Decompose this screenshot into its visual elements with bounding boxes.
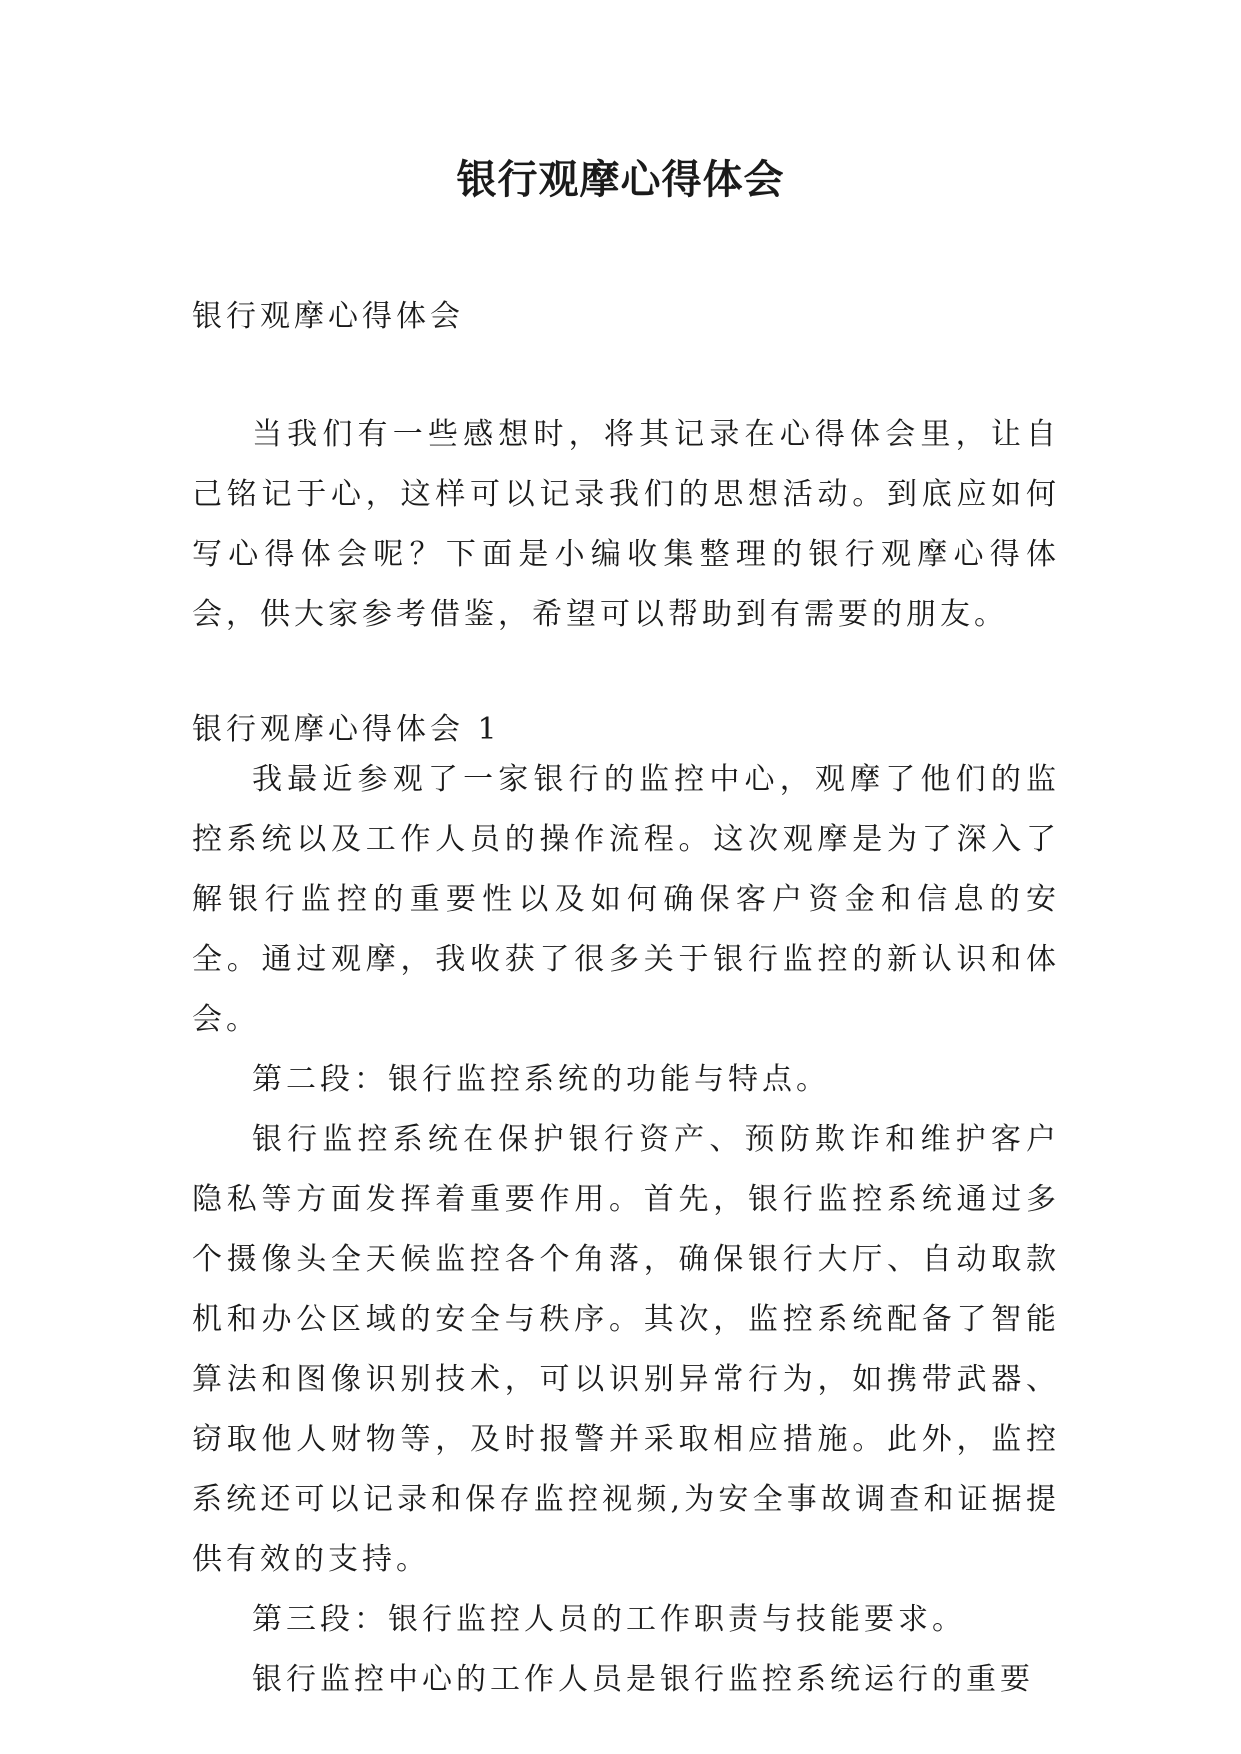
main-content <box>192 750 1060 1710</box>
paragraph: 我最近参观了一家银行的监控中心，观摩了他们的监控系统以及工作人员的操作流程。这次观摩是为了深入了解银行监控的重要性以及如何确保客户资金和信息的安全。通过观摩，我收获了很多关于银行监控的新认识和体会。 <box>192 762 1060 1037</box>
paragraph: 银行监控中心的工作人员是银行监控系统运行的重要 <box>252 1662 1034 1697</box>
document-title: 银行观摩心得体会 <box>456 156 785 203</box>
paragraph-heading: 第三段：银行监控人员的工作职责与技能要求。 <box>252 1602 966 1637</box>
paragraph-heading: 第二段：银行监控系统的功能与特点。 <box>252 1062 830 1097</box>
intro-section <box>192 405 1060 645</box>
document-subtitle: 银行观摩心得体会 <box>192 299 464 334</box>
paragraph: 银行监控系统在保护银行资产、预防欺诈和维护客户隐私等方面发挥着重要作用。首先，银行监控系统通过多个摄像头全天候监控各个角落，确保银行大厅、自动取款机和办公区域的安全与秩序。其次，监控系统配备了智能算法和图像识别技术，可以识别异常行为，如携带武器、窃取他人财物等，及时报警并采取相应措施。此外，监控系统还可以记录和保存监控视频,为安全事故调查和证据提供有效的支持。 <box>192 1122 1060 1577</box>
section-heading: 银行观摩心得体会 1 <box>192 712 501 747</box>
intro-paragraph: 当我们有一些感想时，将其记录在心得体会里，让自己铭记于心，这样可以记录我们的思想活动。到底应如何写心得体会呢？下面是小编收集整理的银行观摩心得体会，供大家参考借鉴，希望可以帮助到有需要的朋友。 <box>192 417 1060 632</box>
